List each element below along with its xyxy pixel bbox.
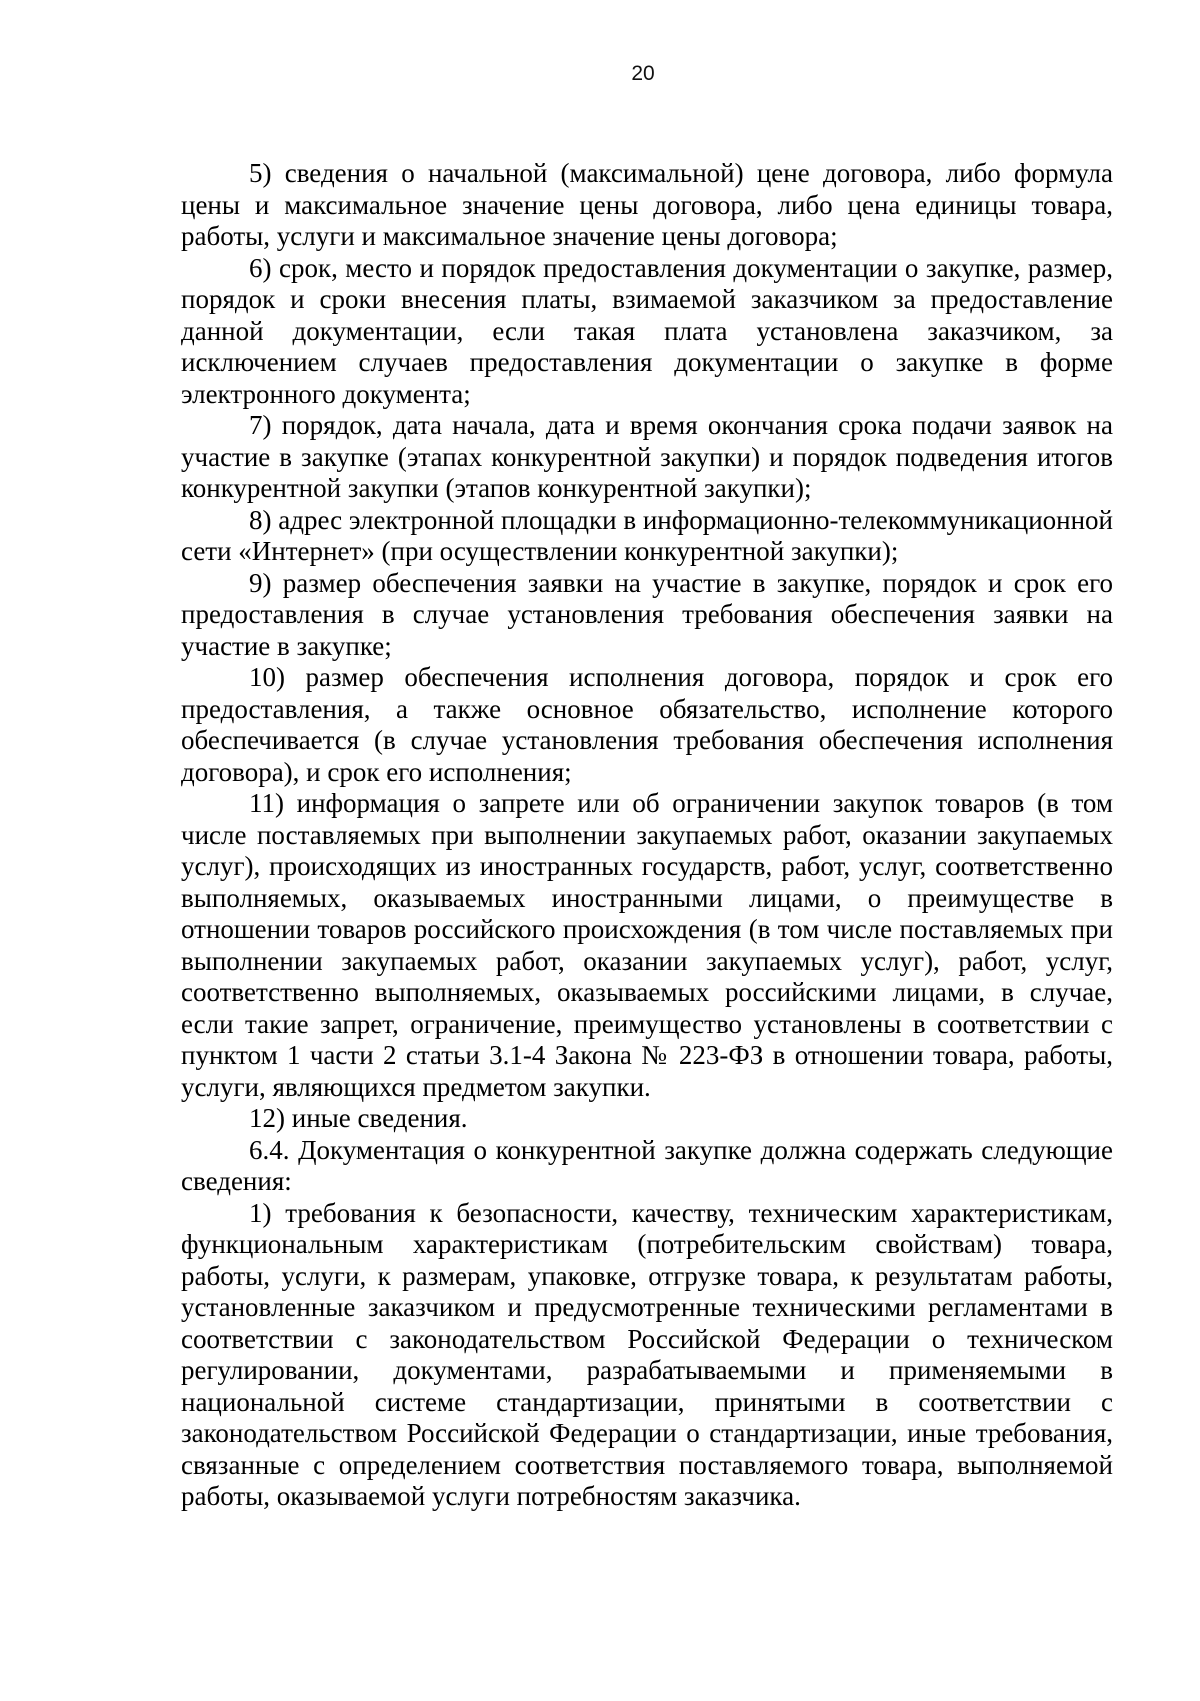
paragraph-item-7: 7) порядок, дата начала, дата и время окончания срока подачи заявок на участие в закупке (этапах конкурентной закупки) и порядок подведения итогов конкурентной закупки (этапов конкурентной закупки);: [181, 410, 1113, 503]
paragraph-item-5: 5) сведения о начальной (максимальной) цене договора, либо формула цены и максимальное значение цены договора, либо цена единицы товара, работы, услуги и максимальное значение цены договора;: [181, 158, 1113, 251]
document-body: [181, 158, 1113, 1513]
section-6-4-intro: 6.4. Документация о конкурентной закупке должна содержать следующие сведения:: [181, 1134, 1113, 1196]
paragraph-item-10: 10) размер обеспечения исполнения договора, порядок и срок его предоставления, а также основное обязательство, исполнение которого обеспечивается (в случае установления требования обеспечения исполнения договора), и срок его исполнения;: [181, 662, 1113, 787]
paragraph-item-8: 8) адрес электронной площадки в информационно-телекоммуникационной сети «Интернет» (при осуществлении конкурентной закупки);: [181, 504, 1113, 566]
paragraph-item-9: 9) размер обеспечения заявки на участие в закупке, порядок и срок его предоставления в случае установления требования обеспечения заявки на участие в закупке;: [181, 567, 1113, 661]
section-6-4-item-1: 1) требования к безопасности, качеству, техническим характеристикам, функциональным характеристикам (потребительским свойствам) товара, работы, услуги, к размерам, упаковке, отгрузке товара, к результатам работы, установленные заказчиком и предусмотренные техническими регламентами в соответствии с законодательством Российской Федерации о техническом регулировании, документами, разрабатываемыми и применяемыми в национальной системе стандартизации, принятыми в соответствии с законодательством Российской Федерации о стандартизации, иные требования, связанные с определением соответствия поставляемого товара, выполняемой работы, оказываемой услуги потребностям заказчика.: [181, 1197, 1113, 1511]
paragraph-item-6: 6) срок, место и порядок предоставления документации о закупке, размер, порядок и сроки внесения платы, взимаемой заказчиком за предоставление данной документации, если такая плата установлена заказчиком, за исключением случаев предоставления документации о закупке в форме электронного документа;: [181, 252, 1113, 409]
page-number: 20: [631, 62, 655, 85]
paragraph-item-11: 11) информация о запрете или об ограничении закупок товаров (в том числе поставляемых при выполнении закупаемых работ, оказании закупаемых услуг), происходящих из иностранных государств, работ, услуг, соответственно выполняемых, оказываемых иностранными лицами, о преимуществе в отношении товаров российского происхождения (в том числе поставляемых при выполнении закупаемых работ, оказании закупаемых услуг), работ, услуг, соответственно выполняемых, оказываемых российскими лицами, в случае, если такие запрет, ограничение, преимущество установлены в соответствии с пунктом 1 части 2 статьи 3.1-4 Закона № 223-ФЗ в отношении товара, работы, услуги, являющихся предметом закупки.: [181, 788, 1113, 1102]
paragraph-item-12: 12) иные сведения.: [249, 1103, 468, 1133]
